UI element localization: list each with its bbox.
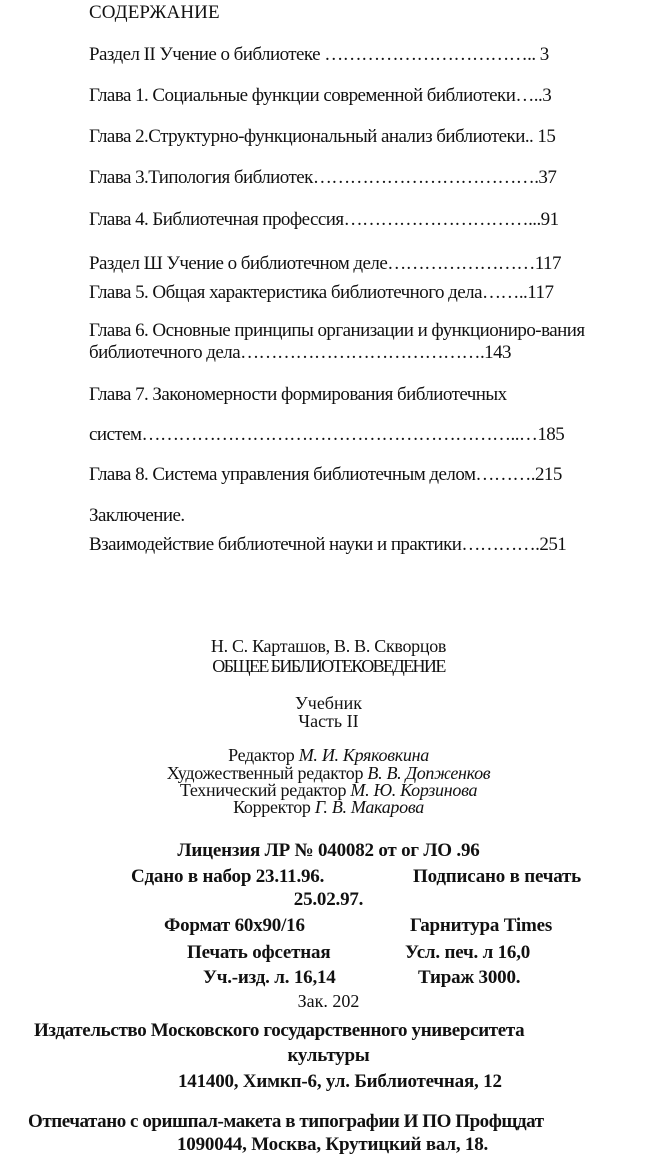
credit-role: Художественный редактор — [166, 763, 364, 783]
credit-name: М. Ю. Корзинова — [350, 780, 478, 800]
toc-entry-chapter-8: Глава 8. Система управления библиотечным делом……….215 — [89, 464, 562, 485]
toc-entry-chapter-2: Глава 2.Структурно-функциональный анализ библиотеки.. 15 — [89, 126, 556, 147]
imprint-publisher-line2: культуры — [287, 1045, 370, 1066]
imprint-print-run: Тираж 3000. — [418, 967, 521, 988]
imprint-license: Лицензия ЛР № 040082 от ог ЛО .96 — [177, 840, 480, 861]
credit-name: В. В. Допженков — [367, 763, 491, 783]
toc-entry-chapter-1: Глава 1. Социальные функции современной библиотеки…..3 — [89, 85, 552, 106]
credit-role: Корректор — [233, 797, 311, 817]
credit-role: Технический редактор — [179, 780, 347, 800]
imprint-signed-for-print: Подписано в печать — [413, 866, 582, 887]
imprint-print-sheets: Усл. печ. л 16,0 — [405, 942, 531, 963]
credit-role: Редактор — [228, 745, 295, 765]
toc-entry-chapter-3: Глава 3.Типология библиотек……………………………….37 — [89, 167, 557, 188]
imprint-typeface: Гарнитура Times — [410, 915, 553, 936]
toc-entry-part-2: Раздел II Учение о библиотеке …………………………….. 3 — [89, 44, 549, 65]
imprint-signed-date: 25.02.97. — [293, 889, 364, 910]
credit-name: Г. В. Макарова — [314, 797, 424, 817]
toc-entry-chapter-6: Глава 6. Основные принципы организации и функциониро-вания библиотечного дела………………………………….143 — [89, 320, 585, 363]
toc-title: СОДЕРЖАНИЕ — [89, 2, 220, 23]
imprint-kind: Учебник — [295, 693, 362, 713]
imprint-printer-line1: Отпечатано с оришпал-макета в типографии И ПО Профщдат — [28, 1111, 544, 1132]
imprint-print-type: Печать офсетная — [187, 942, 331, 963]
toc-entry-chapter-7-continued: систем……………………………………………………..…185 — [89, 424, 565, 445]
imprint-sent-to-typeset: Сдано в набор 23.11.96. — [131, 866, 325, 887]
toc-entry-chapter-4: Глава 4. Библиотечная профессия…………………………...91 — [89, 209, 559, 230]
credit-proofreader — [0, 799, 657, 816]
toc-entry-part-3: Раздел Ш Учение о библиотечном деле……………………117 — [89, 253, 561, 274]
imprint-printer-address: 1090044, Москва, Крутицкий вал, 18. — [177, 1134, 489, 1155]
imprint-book-title: ОБЩЕЕ БИБЛИОТЕКОВЕДЕНИЕ — [212, 656, 445, 676]
credit-editor — [0, 747, 657, 764]
imprint-format: Формат 60x90/16 — [164, 915, 305, 936]
imprint-order: Зак. 202 — [297, 991, 360, 1011]
credit-name: М. И. Кряковкина — [298, 745, 429, 765]
toc-entry-conclusion: Взаимодействие библиотечной науки и практики………….251 — [89, 534, 567, 555]
imprint-publisher-line1: Издательство Московского государственного университета — [34, 1020, 525, 1041]
imprint-publisher-sheets: Уч.-изд. л. 16,14 — [203, 967, 336, 988]
toc-entry-chapter-5: Глава 5. Общая характеристика библиотечного дела……..117 — [89, 282, 554, 303]
toc-entry-conclusion-label: Заключение. — [89, 505, 185, 526]
toc-entry-chapter-7: Глава 7. Закономерности формирования библиотечных — [89, 384, 507, 405]
imprint-authors: Н. С. Карташов, В. В. Скворцов — [210, 636, 447, 656]
imprint-publisher-address: 141400, Химкп-6, ул. Библиотечная, 12 — [178, 1071, 502, 1092]
imprint-part: Часть II — [298, 711, 359, 731]
